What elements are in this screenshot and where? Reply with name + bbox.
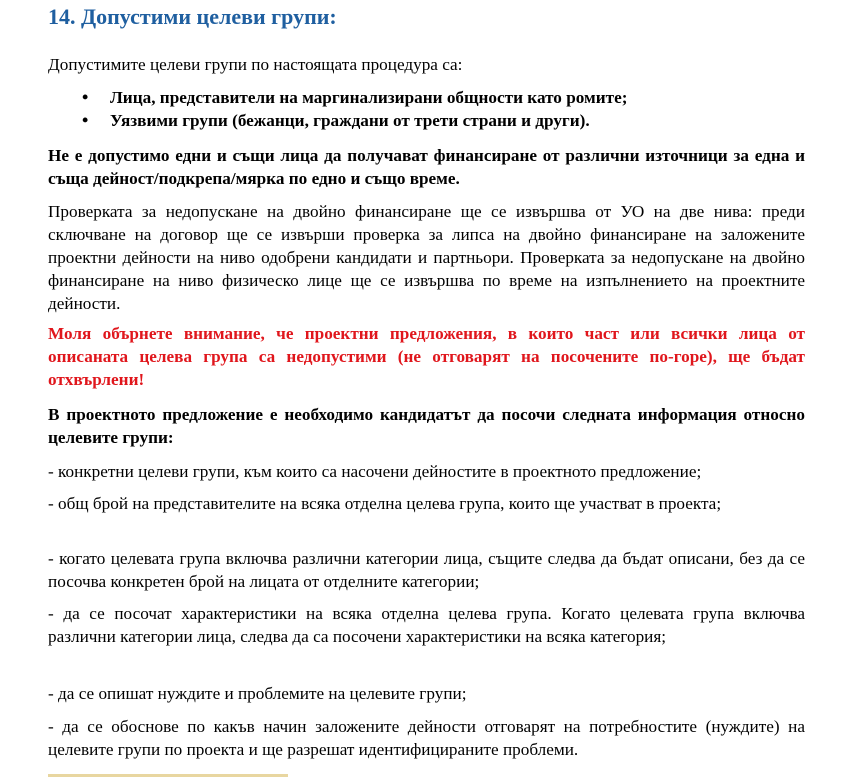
verification-paragraph: Проверката за недопускане на двойно финансиране ще се извършва от УО на две нива: преди сключване на договор ще се извърши проверка за липса на двойно финансиране на заложените проектни дейности на ниво одобрени кандидати и партньори. Проверката за недопускане на двойно финансиране на ниво физическо лице ще се извършва по време на изпълнението на проектните дейности. [48,202,805,313]
intro-paragraph: Допустимите целеви групи по настоящата процедура са: [48,55,463,74]
requirement-item: - да се обоснове по какъв начин заложените дейности отговарят на потребностите (нуждите) на целевите групи по проекта и ще разрешат идентифицираните проблеми. [48,717,805,759]
bullet-marker: • [82,110,89,130]
double-funding-notice: Не е допустимо едни и същи лица да получават финансиране от различни източници за една и съща дейност/подкрепа/мярка по едно и също време. [48,146,805,188]
requirement-item: - когато целевата група включва различни категории лица, същите следва да бъдат описани, без да се посочва конкретен брой на лицата от отделните категории; [48,549,805,591]
bullet-marker: • [82,87,89,107]
requirement-item: - да се опишат нуждите и проблемите на целевите групи; [48,684,467,703]
requirement-item: - да се посочат характеристики на всяка отделна целева група. Когато целевата група включва различни категории лица, следва да са посочени характеристики на всяка категория; [48,604,805,646]
bullet-item [82,109,590,132]
bullet-text: Уязвими групи (бежанци, граждани от трети страни и други). [110,111,590,130]
rejection-warning: Моля обърнете внимание, че проектни предложения, в които част или всички лица от описаната целева група са недопустими (не отговарят на посочените по-горе), ще бъдат отхвърлени! [48,324,805,389]
requirement-item: - общ брой на представителите на всяка отделна целева група, които ще участват в проекта; [48,494,722,513]
requirement-item: - конкретни целеви групи, към които са насочени дейностите в проектното предложение; [48,462,702,481]
bullet-item [82,86,627,109]
footnote-divider [48,774,288,777]
bullet-text: Лица, представители на маргинализирани общности като ромите; [110,88,628,107]
section-heading: 14. Допустими целеви групи: [48,4,337,29]
requirement-heading: В проектното предложение е необходимо кандидатът да посочи следната информация относно целевите групи: [48,405,805,447]
